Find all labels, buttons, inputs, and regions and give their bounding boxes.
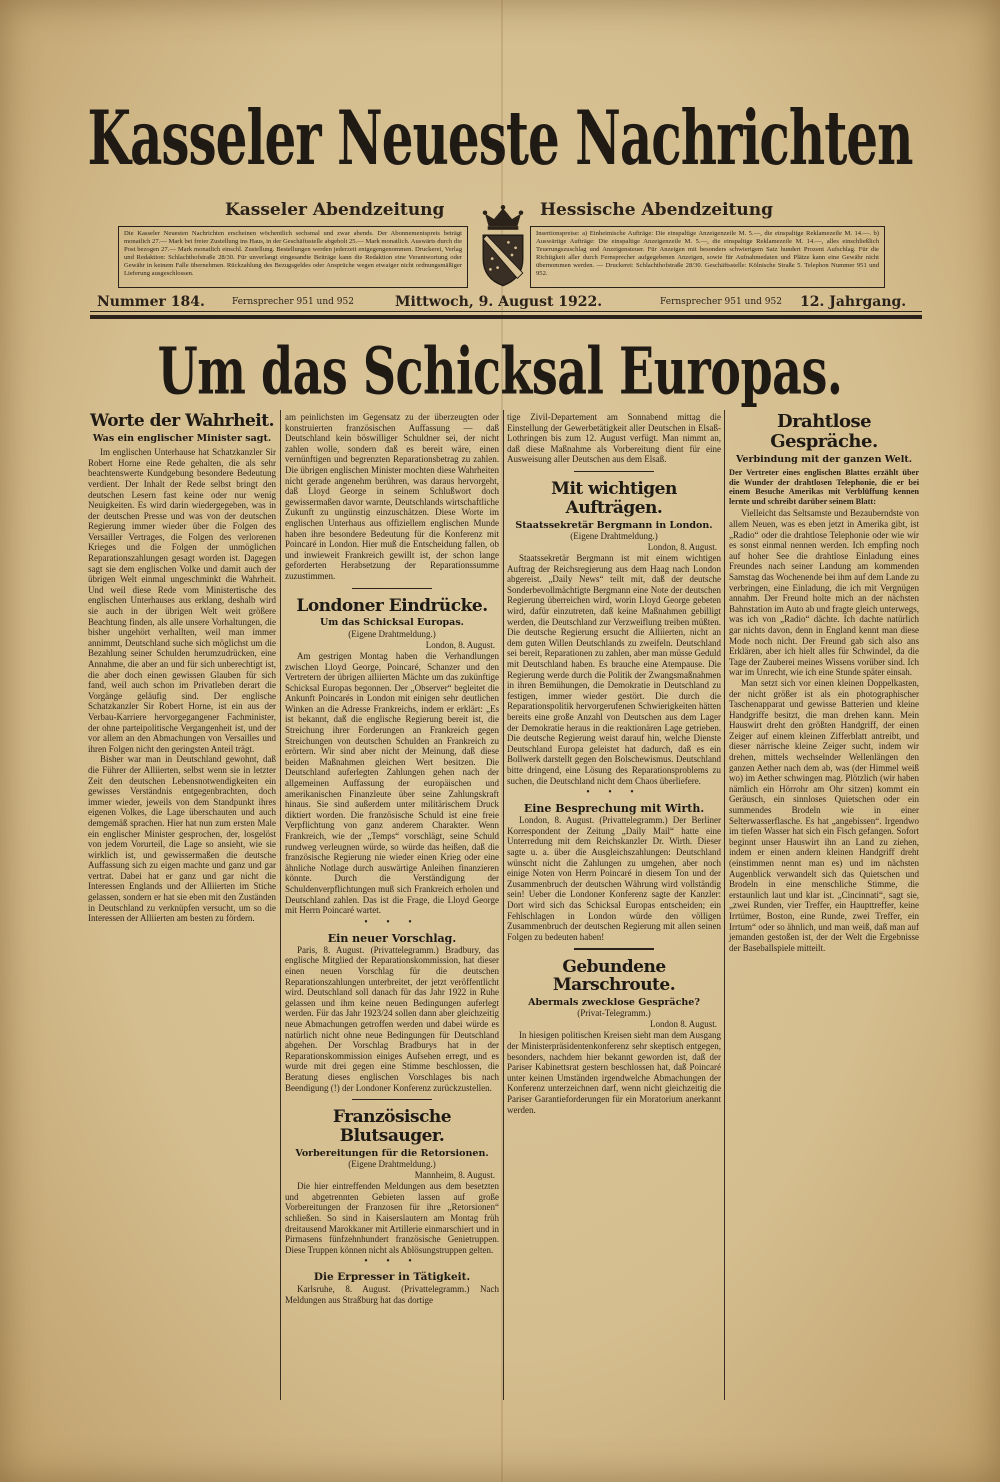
phone-left: Fernsprecher 951 und 952 <box>232 297 354 307</box>
article-neuer-vorschlag <box>285 933 499 1093</box>
divider <box>90 315 922 319</box>
separator-dots: • • • <box>586 787 642 799</box>
paragraph: Bisher war man in Deutschland gewohnt, daß die Führer der Alliierten, selbst wenn sie in letzter Zeit den deutschen Lebensnotwendigkeiten ein gewisses Verständnis entgegenbrachten, doch immer wieder, jeweils von dem Standpunkt ihres eigenen Volkes, die Lage überschauten und auch demgemäß sprachen. Hier hat nun zum ersten Male ein englischer Minister gesprochen, der, losgelöst von jedem Vorurteil, die Lage so ansieht, wie sie wirklich ist, und gewissermaßen die deutsche Auffassung sich zu eigen machte und ganz und gar vertrat. Dabei hat er ganz und gar nicht die Interessen Englands und der Alliierten im Stiche gelassen, sondern er hat sie eben mit den Zuständen in Deutschland zu verknüpfen versucht, um so die Interessen der Alliierten am besten zu fördern. <box>88 754 276 924</box>
newspaper-masthead: Kasseler Neueste Nachrichten <box>87 93 913 182</box>
article-source: (Privat-Telegramm.) <box>577 1008 651 1019</box>
masthead-subtitle-left: Kasseler Abendzeitung <box>225 200 445 220</box>
paragraph: Karlsruhe, 8. August. (Privattelegramm.) Nach Meldungen aus Straßburg hat das dortige <box>285 1283 499 1305</box>
article-subtitle: Abermals zwecklose Gespräche? <box>528 997 700 1009</box>
article-erpresser <box>285 1272 499 1305</box>
article-title: Ein neuer Vorschlag. <box>327 931 457 945</box>
paragraph: Im englischen Unterhause hat Schatzkanzler Sir Robert Horne eine Rede gehalten, die als sehr beachtenswerte Kundgebung besondere Bedeutung verdient. Der Inhalt der Rede selbst bringt den deutschen Lesern fast keine oder nur wenig Neuigkeiten. Es wird darin wiedergegeben, was in der deutschen Presse und was von der deutschen Regierung immer wieder über die Folgen des Versailler Vertrages, die Folgen des verlorenen Krieges und die Folgen der unmöglichen Reparationszahlungen gesagt worden ist. Dagegen sagt sie dem englischen Volke und damit auch der übrigen Welt einmal ungeschminkt die Wahrheit. Und weil diese Rede vom Ministertische des englischen Unterhauses aus erklang, deshalb wird sie auch in der übrigen Welt weit größere Beachtung finden, als alle unsere Vorhaltungen, die bisher ungehört verhallten, weil man immer annimmt, Deutschland suche sich möglichst um die Bezahlung seiner Schulden herumzudrücken, eine Annahme, die aber an und für sich unberechtigt ist, die aber doch einen gewissen Glauben für sich fand, weil auch schon im Privatleben derart die Vorgänge geläufig sind. Der englische Schatzkanzler Sir Robert Horne, ist ein aus der Verbau-Karriere hervorgegangener Fachminister, der ohne parteipolitische Vergangenheit ist, und der vor allem an den Abmachungen von Versailles und ihren Folgen nicht den geringsten Anteil trägt. <box>88 447 276 754</box>
advertising-rates-box: Insertionspreise: a) Einheimische Aufträge: Die einspaltige Anzeigenzeile M. 5.—, die einspaltige Reklamezeile M. 14.—. b) Auswärtige Aufträge: Die einspaltige Anzeigenzeile M. 5.—, die einspaltige Reklamezeile M. 14.—, alles einschließlich Teuerungszuschlag und Anzeigensteuer. Für Anzeigen mit besonders schwierigem Satz hundert Prozent Aufschlag. Für die Richtigkeit aller durch Fernsprecher aufgegebenen Anzeigen, sowie für Aufnahmedaten und Plätze kann eine Gewähr nicht übernommen werden. — Druckerei: Schlachthofstraße 28/30. Geschäftsstelle: Kölnische Straße 5. Telephon Nummer 951 und 952. <box>530 226 885 288</box>
article-worte-der-wahrheit <box>88 412 276 924</box>
article-dateline: London, 8. August. <box>425 639 495 650</box>
article-title: Französische Blutsauger. <box>332 1107 452 1147</box>
coat-of-arms-icon <box>476 200 530 292</box>
article-mit-wichtigen-auftraegen <box>507 480 721 786</box>
article-title: Drahtlose Gespräche. <box>770 411 878 452</box>
divider <box>574 948 654 949</box>
issue-number: Nummer 184. <box>97 294 205 310</box>
column-2 <box>285 412 499 1305</box>
issue-date: Mittwoch, 9. August 1922. <box>395 294 603 310</box>
article-title: Die Erpresser in Tätigkeit. <box>313 1271 471 1284</box>
article-intro: Der Vertreter eines englischen Blattes erzählt über die Wunder der drahtlosen Telephonie, die er bei einem Besuche Amerikas mit Verblüffung kennen lernte und schreibt darüber seinem Blatt: <box>729 468 919 506</box>
article-londoner-eindruecke <box>285 597 499 916</box>
divider <box>90 311 922 312</box>
article-dateline: London 8. August. <box>649 1019 717 1030</box>
article-dateline: London, 8. August. <box>647 542 717 553</box>
main-headline: Um das Schicksal Europas. <box>157 333 843 409</box>
volume-number: 12. Jahrgang. <box>800 294 907 310</box>
article-subtitle: Um das Schicksal Europas. <box>320 617 464 629</box>
paragraph: Man setzt sich vor einen kleinen Doppelkasten, der nicht größer ist als ein photographischer Taschenapparat und gewisse Batterien und kleine Handgriffe besitzt, die man drehen kann. Mein Hauswirt dreht den größten Handgriff, der einen Zeiger auf einem kleinen Zifferblatt antreibt, und dieser närrische kleine Zeiger sucht, indem wir drehen, mittels wechselnder Wellenlängen den ganzen Aether nach dem ab, was (der Himmel weiß wo) im Aether schwingen mag. Plötzlich (wir haben nämlich ein Hörrohr am Ohr sitzen) kommt ein Geräusch, ein sinnloses Quietschen oder ein summendes Brodeln wie in einer Selterwasserflasche. Es hat „angebissen“. Irgendwo im tiefen Wasser hat sich ein Fisch gefangen. Sofort beginnt unser Hauswirt ihn an Land zu ziehen, indem er einen andern kleinen Handgriff dreht (einstimmen nennt man es) und im nächsten Augenblick verwandelt sich das Quietschen und Brodeln in eine menschliche Stimme, die erstaunlich laut und klar ist. „Cincinnati“, sagt sie, „zwei Runden, vier Treffer, ein Haupttreffer, keine Irrtümer, Boston, eine Runde, zwei Treffer, ein Irrtum“ oder so ähnlich, und man weiß, daß man auf jemanden gestoßen ist, der der Welt die Ergebnisse der Baseballspiele mitteilt. <box>729 677 919 953</box>
paragraph: am peinlichsten im Gegensatz zu der überzeugten oder konstruierten französischen Auffassung — daß Deutschland kein böswilliger Schuldner sei, der nicht zahlen wolle, sondern daß es bereit wäre, einen vernünftigen und begrenzten Reparationsbetrag zu zahlen. Die übrigen englischen Minister mochten diese Wahrheiten nicht gerade angenehm berühren, was daraus hervorgeht, daß Lloyd George in seinem Schlußwort doch gewissermaßen davor warnte, Deutschlands wirtschaftliche Zukunft zu ungünstig einzuschätzen. Diese Worte im englischen Unterhaus aus offiziellem englischen Munde haben ihre besondere Bedeutung für die Konferenz mit Poincaré in London. Hier muß die Entscheidung fallen, ob und inwieweit Frankreich gewillt ist, der schon lange geforderten Herabsetzung der Reparationssumme zuzustimmen. <box>285 412 499 581</box>
article-source: (Eigene Drahtmeldung.) <box>570 531 658 542</box>
paragraph: Am gestrigen Montag haben die Verhandlungen zwischen Lloyd George, Poincaré, Schanzer und den Vertretern der übrigen alliierten Mächte um das zukünftige Schicksal Europas begonnen. Der „Observer“ begleitet die Ankunft Poincarés in London mit einigen sehr deutlichen Winken an die Adresse Frankreichs, indem er erklärt: „Es ist bekannt, daß die englische Regierung bereit ist, die Streichung ihrer Forderungen an Frankreich gegen Streichungen von deutschen Schulden an Frankreich zu erörtern. Wir sind aber nicht der Meinung, daß diese beiden Maßnahmen gleichen Wert besitzen. Die Deutschland auferlegten Zahlungen gehen nach der allgemeinen Auffassung der europäischen und amerikanischen Finanzleute über seine Zahlungskraft hinaus. Sie sind außerdem unter militärischem Druck diktiert worden. Die französische Schuld ist eine freie Verpflichtung von ganz anderem Charakter. Wenn Frankreich, wie der „Temps“ vorschlägt, seine Schuld rundweg verleugnen würde, so würde das heißen, daß die französische Regierung nie wieder einen Krieg oder eine ähnliche Notlage durch auswärtige Anleihen finanzieren könnte. Durch die Verständigung der Schuldenverpflichtungen muß sich Frankreich erholen und Deutschland zahlen. Das ist die Frage, die Lloyd George mit Herrn Poincaré wartet. <box>285 650 499 916</box>
article-subtitle: Vorbereitungen für die Retorsionen. <box>295 1147 489 1159</box>
article-source: (Eigene Drahtmeldung.) <box>348 628 436 639</box>
article-title: Eine Besprechung mit Wirth. <box>523 802 705 816</box>
column-rule <box>280 410 281 1400</box>
paragraph: Die hier eintreffenden Meldungen aus dem besetzten und abgetrennten Gebieten lassen auf große Vorbereitungen der Franzosen für ihre „Retorsionen“ schließen. So sind in Kaiserslautern am Montag früh dreitausend Marokkaner mit Artillerie einmarschiert und in Pirmasens fünfzehnhundert französische Genietruppen. Diese Truppen können nicht als Ablösungstruppen gelten. <box>285 1181 499 1255</box>
article-besprechung-mit-wirth <box>507 803 721 942</box>
paragraph: London, 8. August. (Privattelegramm.) Der Berliner Korrespondent der Zeitung „Daily Mail“ hatte eine Unterredung mit dem Reichskanzler Dr. Wirth. Dieser sagte u. a. über die Ausgleichszahlungen: Deutschland wünscht nicht die Zahlungen zu umgehen, aber noch einige Noten von Herrn Poincaré in diesem Ton und der Zusammenbruch der deutschen Währung wird vollständig sein! Ueber die Londoner Konferenz sagte der Kanzler: Dort wird sich das Schicksal Europas entscheiden; ein Fehlschlagen in London würde den völligen Zusammenbruch der deutschen Regierung mit allen seinen Folgen zu bedeuten haben! <box>507 815 721 942</box>
article-title: Londoner Eindrücke. <box>296 595 488 616</box>
subscription-info-box: Die Kasseler Neuesten Nachrichten erscheinen wöchentlich sechsmal und zwar abends. Der Abonnementspreis beträgt monatlich 27.— Mark bei freier Zustellung ins Haus, in der Geschäftsstelle abgeholt 25.— Mark monatlich. Auswärts durch die Post bezogen 27.— Mark monatlich einschl. Zustellung. Bestellungen werden jederzeit entgegengenommen. Druckerei, Verlag und Redaktion: Schlachthofstraße 28/30. Für unverlangt eingesandte Beiträge kann die Redaktion eine Verantwortung oder Gewähr in keinem Falle übernehmen. Rückzahlung des Bezugsgeldes oder Ansprüche wegen etwaiger nicht ordnungsmäßiger Lieferung ausgeschlossen. <box>118 226 468 288</box>
divider <box>574 471 654 472</box>
phone-right: Fernsprecher 951 und 952 <box>660 297 782 307</box>
article-continuation <box>285 412 499 582</box>
column-rule <box>724 410 725 1400</box>
divider <box>352 1099 432 1100</box>
column-rule <box>503 410 504 1400</box>
paragraph: Paris, 8. August. (Privattelegramm.) Bradbury, das englische Mitglied der Reparationskommission, hat dieser einen neuen Vorschlag für die deutschen Reparationszahlungen unterbreitet, der jetzt veröffentlicht wird. Deutschland soll danach für das Jahr 1922 in Ruhe gelassen und ihm keine neuen Bedingungen auferlegt werden. Für das Jahr 1923/24 sollen dann aber gleichzeitig neue Abmachungen getroffen werden und dabei würde es natürlich nicht ohne neue Bedingungen für Deutschland abgehen. Der Vorschlag Bradburys hat in der Reparationskommission einiges Aufsehen erregt, und es wurde mit drei gegen eine Stimme beschlossen, die Beratung dieses englischen Vorschlages bis nach Beendigung (!) der Londoner Konferenz zurückzustellen. <box>285 944 499 1093</box>
article-dateline: Mannheim, 8. August. <box>414 1170 495 1181</box>
article-title: Mit wichtigen Aufträgen. <box>551 479 677 518</box>
paragraph: Vielleicht das Seltsamste und Bezauberndste von allem Neuen, was es eben jetzt in Amerika gibt, ist „Radio“ oder die drahtlose Telephonie oder wie wir es sonst einmal nennen werden. Ich empfing noch auf hoher See die drahtlose Einladung eines Freundes nach seiner Landung am kommenden Samstag das Wochenende bei ihm auf dem Lande zu verbringen, eine Einladung, die ich mit Vergnügen annahm. Der Freund holte mich an der nächsten Bahnstation im Auto ab und fragte gleich unterwegs, was ich von „Radio“ dächte. Ich dachte natürlich gar nichts davon, denn in England kennt man diese Mode noch nicht. Der Freund gab sich also ans Erklären, aber ich hielt alles für Schwindel, da die Tage der Zauberei meines Wissens vorüber sind. Ich war im Unrecht, wie ich eine Stunde später einsah. <box>729 508 919 678</box>
masthead-subtitle-right: Hessische Abendzeitung <box>540 200 774 220</box>
article-source: (Eigene Drahtmeldung.) <box>348 1159 436 1170</box>
separator-dots: • • • <box>364 916 420 928</box>
paragraph: Staatssekretär Bergmann ist mit einem wichtigen Auftrag der Reichsregierung aus dem Haag nach London abgereist. „Daily News“ teilt mit, daß der deutsche Sonderbevollmächtigte Bergmann eine Note der deutschen Regierung überreichen wird, worin Lloyd George gebeten wird, dafür einzutreten, daß keine Maßnahmen gebilligt werden, die Deutschland zur Verzweiflung treiben müßten. Die deutsche Regierung ersucht die Alliierten, nicht an dem guten Willen Deutschlands zu zweifeln. Deutschland sei bereit, Reparationen zu zahlen, aber man müsse Geduld mit Deutschland haben. Es brauche eine Atempause. Die Regierung werde durch die Politik der Zwangsmaßnahmen in ihren Bemühungen, die Demokratie in Deutschland zu festigen, immer wieder gestört. Die durch die Reparationspolitik hervorgerufenen Schwierigkeiten hätten bereits eine große Anzahl von Deutschen aus dem Lager der Demokratie heraus in die reaktionären Lage getrieben. Die deutsche Regierung weist darauf hin, welche Dienste Deutschland Europa geleistet hat dadurch, daß es ein Bollwerk darstellt gegen den Bolschewismus. Deutschland bitte dringend, eine Lösung des Reparationsproblems zu suchen, die Deutschland nicht dem Chaos überliefere. <box>507 553 721 786</box>
divider <box>352 588 432 589</box>
article-subtitle: Verbindung mit der ganzen Welt. <box>735 453 913 465</box>
article-subtitle: Was ein englischer Minister sagt. <box>92 432 272 444</box>
paragraph: tige Zivil-Departement am Sonnabend mittag die Einstellung der Gewerbetätigkeit aller Deutschen in Elsaß-Lothringen bis zum 12. August verfügt. Man nimmt an, daß diese Maßnahme als Vorbereitung dient für eine Ausweisung aller Deutschen aus dem Elsaß. <box>507 412 721 465</box>
article-title: Worte der Wahrheit. <box>89 411 275 431</box>
paragraph: In hiesigen politischen Kreisen sieht man dem Ausgang der Ministerpräsidentenkonferenz sehr skeptisch entgegen, besonders, nachdem hier bekannt geworden ist, daß der Pariser Kabinettsrat gestern beschlossen hat, daß Poincaré unter keinen Umständen irgendwelche Abmachungen der Konferenz unterzeichnen darf, wenn nicht gleichzeitig die Pariser Garantieforderungen für ein Moratorium anerkannt werden. <box>507 1030 721 1115</box>
article-franzoesische-blutsauger <box>285 1108 499 1255</box>
article-drahtlose-gespraeche <box>729 412 919 953</box>
separator-dots: • • • <box>364 1256 420 1268</box>
article-gebundene-marschroute <box>507 958 721 1116</box>
article-title: Gebundene Marschroute. <box>552 956 676 996</box>
column-3 <box>507 412 721 1115</box>
article-subtitle: Staatssekretär Bergmann in London. <box>515 519 713 531</box>
